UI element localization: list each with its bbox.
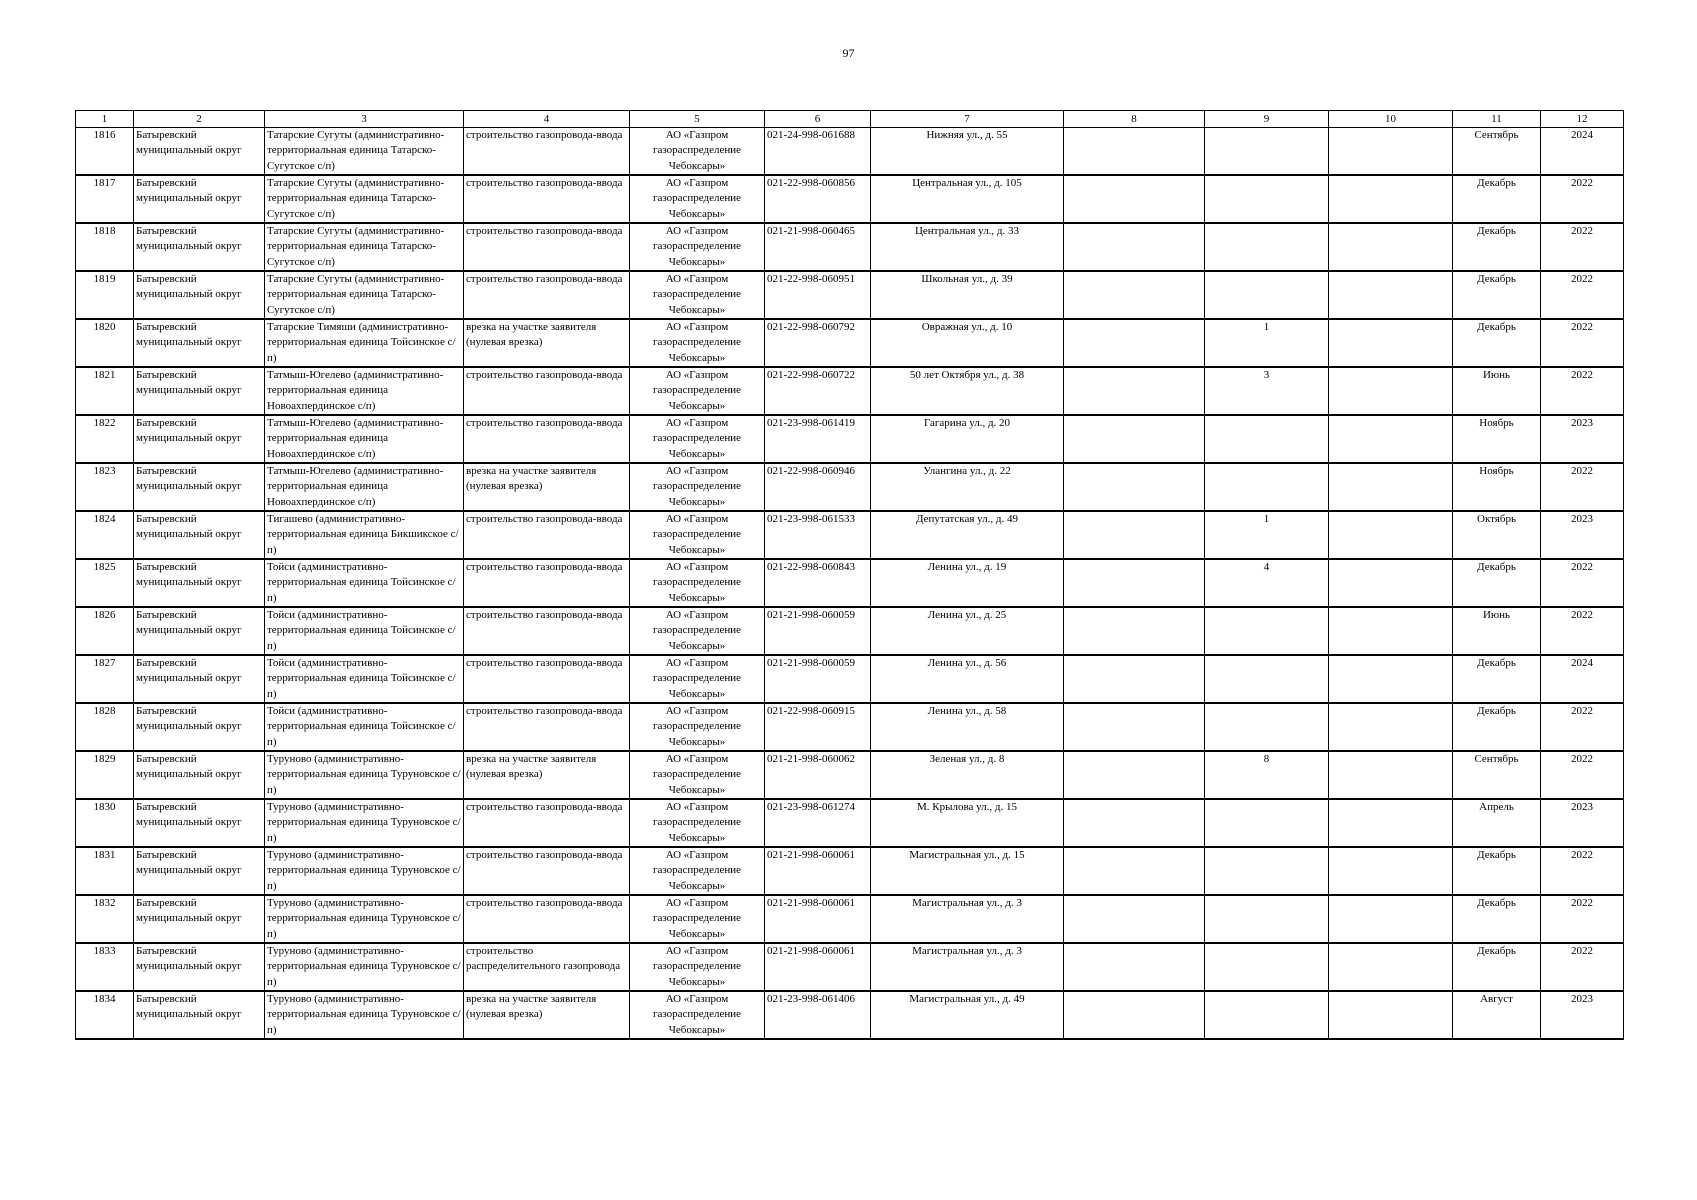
cell-contract-number: 021-22-998-060951: [765, 271, 871, 319]
cell-col-8: [1064, 175, 1205, 223]
cell-address: Овражная ул., д. 10: [871, 319, 1064, 367]
cell-organization: АО «Газпром газораспределение Чебоксары»: [630, 511, 765, 559]
cell-year: 2022: [1541, 607, 1624, 655]
cell-col-8: [1064, 128, 1205, 176]
cell-col-9: [1205, 895, 1329, 943]
cell-work-type: строительство газопровода-ввода: [464, 703, 630, 751]
cell-district: Батыревский муниципальный округ: [134, 847, 265, 895]
cell-address: Магистральная ул., д. 3: [871, 943, 1064, 991]
cell-settlement: Татарские Сугуты (административно-территориальная единица Татарско- Сугутское с/п): [265, 223, 464, 271]
cell-settlement: Татарские Тимяши (административно-территориальная единица Тойсинское с/п): [265, 319, 464, 367]
cell-col-10: [1329, 943, 1453, 991]
cell-contract-number: 021-22-998-060946: [765, 463, 871, 511]
cell-organization: АО «Газпром газораспределение Чебоксары»: [630, 559, 765, 607]
data-table: [75, 110, 1624, 1040]
cell-contract-number: 021-21-998-060061: [765, 847, 871, 895]
cell-work-type: строительство газопровода-ввода: [464, 559, 630, 607]
cell-month: Декабрь: [1453, 895, 1541, 943]
cell-year: 2022: [1541, 943, 1624, 991]
cell-district: Батыревский муниципальный округ: [134, 319, 265, 367]
cell-col-9: [1205, 943, 1329, 991]
cell-row-number: 1817: [76, 175, 134, 223]
cell-contract-number: 021-21-998-060061: [765, 943, 871, 991]
cell-organization: АО «Газпром газораспределение Чебоксары»: [630, 655, 765, 703]
cell-work-type: врезка на участке заявителя (нулевая врезка): [464, 751, 630, 799]
cell-col-8: [1064, 847, 1205, 895]
cell-col-8: [1064, 799, 1205, 847]
cell-col-8: [1064, 463, 1205, 511]
cell-address: 50 лет Октября ул., д. 38: [871, 367, 1064, 415]
cell-col-9: 4: [1205, 559, 1329, 607]
cell-row-number: 1829: [76, 751, 134, 799]
cell-district: Батыревский муниципальный округ: [134, 463, 265, 511]
cell-year: 2024: [1541, 655, 1624, 703]
cell-organization: АО «Газпром газораспределение Чебоксары»: [630, 463, 765, 511]
column-header-7: 7: [871, 111, 1064, 128]
cell-organization: АО «Газпром газораспределение Чебоксары»: [630, 367, 765, 415]
table-row: [76, 511, 1624, 559]
cell-district: Батыревский муниципальный округ: [134, 223, 265, 271]
column-header-6: 6: [765, 111, 871, 128]
cell-col-9: 1: [1205, 319, 1329, 367]
cell-settlement: Туруново (административно-территориальная единица Туруновское с/п): [265, 895, 464, 943]
cell-organization: АО «Газпром газораспределение Чебоксары»: [630, 847, 765, 895]
cell-work-type: строительство газопровода-ввода: [464, 847, 630, 895]
cell-col-9: [1205, 607, 1329, 655]
cell-col-8: [1064, 703, 1205, 751]
cell-month: Июнь: [1453, 607, 1541, 655]
column-header-10: 10: [1329, 111, 1453, 128]
cell-row-number: 1824: [76, 511, 134, 559]
cell-contract-number: 021-22-998-060843: [765, 559, 871, 607]
cell-row-number: 1834: [76, 991, 134, 1039]
cell-settlement: Тойси (административно-территориальная единица Тойсинское с/п): [265, 607, 464, 655]
cell-district: Батыревский муниципальный округ: [134, 367, 265, 415]
cell-col-8: [1064, 271, 1205, 319]
table-row: [76, 607, 1624, 655]
table-row: [76, 415, 1624, 463]
cell-contract-number: 021-23-998-061533: [765, 511, 871, 559]
cell-work-type: строительство газопровода-ввода: [464, 223, 630, 271]
cell-col-10: [1329, 607, 1453, 655]
cell-contract-number: 021-21-998-060465: [765, 223, 871, 271]
cell-work-type: строительство газопровода-ввода: [464, 511, 630, 559]
cell-col-10: [1329, 847, 1453, 895]
cell-organization: АО «Газпром газораспределение Чебоксары»: [630, 271, 765, 319]
cell-address: М. Крылова ул., д. 15: [871, 799, 1064, 847]
cell-organization: АО «Газпром газораспределение Чебоксары»: [630, 128, 765, 176]
column-header-11: 11: [1453, 111, 1541, 128]
cell-district: Батыревский муниципальный округ: [134, 128, 265, 176]
table-row: [76, 319, 1624, 367]
cell-work-type: врезка на участке заявителя (нулевая врезка): [464, 463, 630, 511]
cell-col-10: [1329, 895, 1453, 943]
cell-organization: АО «Газпром газораспределение Чебоксары»: [630, 703, 765, 751]
table-row: [76, 175, 1624, 223]
column-header-9: 9: [1205, 111, 1329, 128]
cell-col-10: [1329, 511, 1453, 559]
cell-organization: АО «Газпром газораспределение Чебоксары»: [630, 319, 765, 367]
cell-year: 2023: [1541, 415, 1624, 463]
cell-year: 2022: [1541, 463, 1624, 511]
cell-row-number: 1819: [76, 271, 134, 319]
cell-col-9: 3: [1205, 367, 1329, 415]
cell-col-8: [1064, 895, 1205, 943]
cell-settlement: Тойси (административно-территориальная единица Тойсинское с/п): [265, 655, 464, 703]
cell-month: Декабрь: [1453, 943, 1541, 991]
cell-organization: АО «Газпром газораспределение Чебоксары»: [630, 175, 765, 223]
cell-work-type: строительство газопровода-ввода: [464, 895, 630, 943]
cell-district: Батыревский муниципальный округ: [134, 175, 265, 223]
table-row: [76, 463, 1624, 511]
cell-address: Депутатская ул., д. 49: [871, 511, 1064, 559]
column-header-2: 2: [134, 111, 265, 128]
cell-col-9: [1205, 128, 1329, 176]
table-row: [76, 895, 1624, 943]
cell-district: Батыревский муниципальный округ: [134, 271, 265, 319]
cell-district: Батыревский муниципальный округ: [134, 895, 265, 943]
cell-district: Батыревский муниципальный округ: [134, 607, 265, 655]
cell-col-10: [1329, 128, 1453, 176]
cell-month: Июнь: [1453, 367, 1541, 415]
cell-month: Апрель: [1453, 799, 1541, 847]
cell-address: Центральная ул., д. 105: [871, 175, 1064, 223]
cell-month: Декабрь: [1453, 559, 1541, 607]
cell-district: Батыревский муниципальный округ: [134, 799, 265, 847]
cell-col-9: [1205, 415, 1329, 463]
cell-address: Магистральная ул., д. 49: [871, 991, 1064, 1039]
cell-organization: АО «Газпром газораспределение Чебоксары»: [630, 895, 765, 943]
cell-col-8: [1064, 655, 1205, 703]
cell-col-10: [1329, 751, 1453, 799]
cell-settlement: Тигашево (административно-территориальная единица Бикшикское с/п): [265, 511, 464, 559]
cell-col-9: [1205, 655, 1329, 703]
cell-year: 2024: [1541, 128, 1624, 176]
table-row: [76, 703, 1624, 751]
cell-col-10: [1329, 991, 1453, 1039]
column-header-1: 1: [76, 111, 134, 128]
column-header-5: 5: [630, 111, 765, 128]
cell-col-8: [1064, 367, 1205, 415]
cell-settlement: Татарские Сугуты (административно-территориальная единица Татарско- Сугутское с/п): [265, 175, 464, 223]
cell-row-number: 1820: [76, 319, 134, 367]
cell-row-number: 1822: [76, 415, 134, 463]
cell-col-10: [1329, 367, 1453, 415]
cell-contract-number: 021-22-998-060792: [765, 319, 871, 367]
cell-row-number: 1827: [76, 655, 134, 703]
cell-row-number: 1825: [76, 559, 134, 607]
cell-month: Декабрь: [1453, 223, 1541, 271]
cell-settlement: Татмыш-Югелево (административно-территориальная единица Новоахпердинское с/п): [265, 367, 464, 415]
cell-month: Декабрь: [1453, 703, 1541, 751]
cell-work-type: строительство газопровода-ввода: [464, 415, 630, 463]
cell-month: Декабрь: [1453, 655, 1541, 703]
cell-col-8: [1064, 559, 1205, 607]
cell-year: 2022: [1541, 367, 1624, 415]
cell-col-9: 8: [1205, 751, 1329, 799]
cell-col-8: [1064, 751, 1205, 799]
cell-address: Школьная ул., д. 39: [871, 271, 1064, 319]
table-row: [76, 271, 1624, 319]
table-header-row: [76, 111, 1624, 128]
cell-contract-number: 021-21-998-060059: [765, 655, 871, 703]
cell-row-number: 1816: [76, 128, 134, 176]
cell-col-10: [1329, 655, 1453, 703]
cell-address: Улангина ул., д. 22: [871, 463, 1064, 511]
cell-col-9: [1205, 703, 1329, 751]
cell-col-8: [1064, 943, 1205, 991]
cell-col-9: [1205, 175, 1329, 223]
cell-month: Октябрь: [1453, 511, 1541, 559]
table-row: [76, 223, 1624, 271]
cell-col-10: [1329, 463, 1453, 511]
cell-col-9: [1205, 223, 1329, 271]
cell-col-9: [1205, 799, 1329, 847]
cell-month: Декабрь: [1453, 847, 1541, 895]
cell-address: Ленина ул., д. 56: [871, 655, 1064, 703]
cell-row-number: 1833: [76, 943, 134, 991]
cell-month: Сентябрь: [1453, 128, 1541, 176]
cell-month: Декабрь: [1453, 271, 1541, 319]
cell-row-number: 1823: [76, 463, 134, 511]
cell-row-number: 1821: [76, 367, 134, 415]
cell-settlement: Туруново (административно-территориальная единица Туруновское с/п): [265, 943, 464, 991]
cell-address: Гагарина ул., д. 20: [871, 415, 1064, 463]
cell-organization: АО «Газпром газораспределение Чебоксары»: [630, 799, 765, 847]
cell-district: Батыревский муниципальный округ: [134, 943, 265, 991]
cell-row-number: 1826: [76, 607, 134, 655]
cell-organization: АО «Газпром газораспределение Чебоксары»: [630, 415, 765, 463]
cell-work-type: строительство газопровода-ввода: [464, 799, 630, 847]
cell-contract-number: 021-23-998-061419: [765, 415, 871, 463]
cell-col-10: [1329, 319, 1453, 367]
cell-col-8: [1064, 511, 1205, 559]
cell-month: Август: [1453, 991, 1541, 1039]
cell-contract-number: 021-21-998-060062: [765, 751, 871, 799]
cell-settlement: Тойси (административно-территориальная единица Тойсинское с/п): [265, 703, 464, 751]
cell-settlement: Туруново (административно-территориальная единица Туруновское с/п): [265, 991, 464, 1039]
table-row: [76, 367, 1624, 415]
cell-year: 2022: [1541, 751, 1624, 799]
cell-work-type: строительство газопровода-ввода: [464, 607, 630, 655]
cell-year: 2022: [1541, 895, 1624, 943]
table-row: [76, 751, 1624, 799]
cell-row-number: 1828: [76, 703, 134, 751]
cell-year: 2022: [1541, 175, 1624, 223]
cell-month: Сентябрь: [1453, 751, 1541, 799]
column-header-8: 8: [1064, 111, 1205, 128]
cell-month: Ноябрь: [1453, 463, 1541, 511]
cell-col-10: [1329, 799, 1453, 847]
cell-contract-number: 021-21-998-060059: [765, 607, 871, 655]
cell-row-number: 1830: [76, 799, 134, 847]
cell-col-8: [1064, 223, 1205, 271]
column-header-4: 4: [464, 111, 630, 128]
cell-address: Магистральная ул., д. 15: [871, 847, 1064, 895]
cell-row-number: 1831: [76, 847, 134, 895]
cell-address: Центральная ул., д. 33: [871, 223, 1064, 271]
cell-address: Магистральная ул., д. 3: [871, 895, 1064, 943]
cell-col-9: [1205, 463, 1329, 511]
table-body: [76, 128, 1624, 1040]
cell-year: 2023: [1541, 799, 1624, 847]
cell-col-10: [1329, 703, 1453, 751]
page-number: 97: [842, 46, 855, 60]
cell-work-type: врезка на участке заявителя (нулевая врезка): [464, 319, 630, 367]
cell-district: Батыревский муниципальный округ: [134, 511, 265, 559]
cell-organization: АО «Газпром газораспределение Чебоксары»: [630, 223, 765, 271]
cell-col-9: [1205, 991, 1329, 1039]
cell-row-number: 1818: [76, 223, 134, 271]
cell-district: Батыревский муниципальный округ: [134, 559, 265, 607]
cell-col-9: [1205, 847, 1329, 895]
cell-contract-number: 021-24-998-061688: [765, 128, 871, 176]
table-row: [76, 991, 1624, 1039]
cell-work-type: строительство газопровода-ввода: [464, 128, 630, 176]
cell-contract-number: 021-21-998-060061: [765, 895, 871, 943]
cell-col-10: [1329, 271, 1453, 319]
cell-col-10: [1329, 223, 1453, 271]
cell-work-type: строительство газопровода-ввода: [464, 271, 630, 319]
table-row: [76, 128, 1624, 176]
cell-district: Батыревский муниципальный округ: [134, 415, 265, 463]
cell-month: Декабрь: [1453, 175, 1541, 223]
cell-col-9: [1205, 271, 1329, 319]
cell-work-type: строительство газопровода-ввода: [464, 175, 630, 223]
cell-year: 2022: [1541, 271, 1624, 319]
cell-month: Ноябрь: [1453, 415, 1541, 463]
cell-col-10: [1329, 175, 1453, 223]
cell-district: Батыревский муниципальный округ: [134, 751, 265, 799]
cell-year: 2023: [1541, 511, 1624, 559]
column-header-12: 12: [1541, 111, 1624, 128]
cell-col-10: [1329, 415, 1453, 463]
cell-settlement: Туруново (административно-территориальная единица Туруновское с/п): [265, 847, 464, 895]
table-row: [76, 943, 1624, 991]
cell-address: Ленина ул., д. 58: [871, 703, 1064, 751]
cell-work-type: врезка на участке заявителя (нулевая врезка): [464, 991, 630, 1039]
table-row: [76, 559, 1624, 607]
cell-contract-number: 021-22-998-060722: [765, 367, 871, 415]
cell-organization: АО «Газпром газораспределение Чебоксары»: [630, 751, 765, 799]
cell-settlement: Туруново (административно-территориальная единица Туруновское с/п): [265, 799, 464, 847]
cell-row-number: 1832: [76, 895, 134, 943]
cell-settlement: Тойси (административно-территориальная единица Тойсинское с/п): [265, 559, 464, 607]
cell-settlement: Туруново (административно-территориальная единица Туруновское с/п): [265, 751, 464, 799]
cell-district: Батыревский муниципальный округ: [134, 655, 265, 703]
cell-year: 2023: [1541, 991, 1624, 1039]
cell-settlement: Татмыш-Югелево (административно-территориальная единица Новоахпердинское с/п): [265, 463, 464, 511]
cell-organization: АО «Газпром газораспределение Чебоксары»: [630, 943, 765, 991]
cell-contract-number: 021-23-998-061406: [765, 991, 871, 1039]
cell-district: Батыревский муниципальный округ: [134, 991, 265, 1039]
cell-year: 2022: [1541, 847, 1624, 895]
cell-work-type: строительство распределительного газопровода: [464, 943, 630, 991]
cell-organization: АО «Газпром газораспределение Чебоксары»: [630, 607, 765, 655]
cell-col-9: 1: [1205, 511, 1329, 559]
cell-col-10: [1329, 559, 1453, 607]
cell-district: Батыревский муниципальный округ: [134, 703, 265, 751]
cell-col-8: [1064, 607, 1205, 655]
cell-year: 2022: [1541, 319, 1624, 367]
table-row: [76, 847, 1624, 895]
cell-contract-number: 021-22-998-060915: [765, 703, 871, 751]
cell-work-type: строительство газопровода-ввода: [464, 655, 630, 703]
cell-address: Зеленая ул., д. 8: [871, 751, 1064, 799]
cell-work-type: строительство газопровода-ввода: [464, 367, 630, 415]
cell-year: 2022: [1541, 223, 1624, 271]
cell-address: Нижняя ул., д. 55: [871, 128, 1064, 176]
cell-settlement: Татмыш-Югелево (административно-территориальная единица Новоахпердинское с/п): [265, 415, 464, 463]
cell-col-8: [1064, 991, 1205, 1039]
cell-address: Ленина ул., д. 25: [871, 607, 1064, 655]
table-row: [76, 799, 1624, 847]
cell-settlement: Татарские Сугуты (административно-территориальная единица Татарско- Сугутское с/п): [265, 271, 464, 319]
cell-year: 2022: [1541, 559, 1624, 607]
cell-year: 2022: [1541, 703, 1624, 751]
cell-address: Ленина ул., д. 19: [871, 559, 1064, 607]
cell-settlement: Татарские Сугуты (административно-территориальная единица Татарско- Сугутское с/п): [265, 128, 464, 176]
cell-organization: АО «Газпром газораспределение Чебоксары»: [630, 991, 765, 1039]
table-row: [76, 655, 1624, 703]
cell-contract-number: 021-22-998-060856: [765, 175, 871, 223]
cell-month: Декабрь: [1453, 319, 1541, 367]
cell-col-8: [1064, 319, 1205, 367]
column-header-3: 3: [265, 111, 464, 128]
cell-contract-number: 021-23-998-061274: [765, 799, 871, 847]
cell-col-8: [1064, 415, 1205, 463]
